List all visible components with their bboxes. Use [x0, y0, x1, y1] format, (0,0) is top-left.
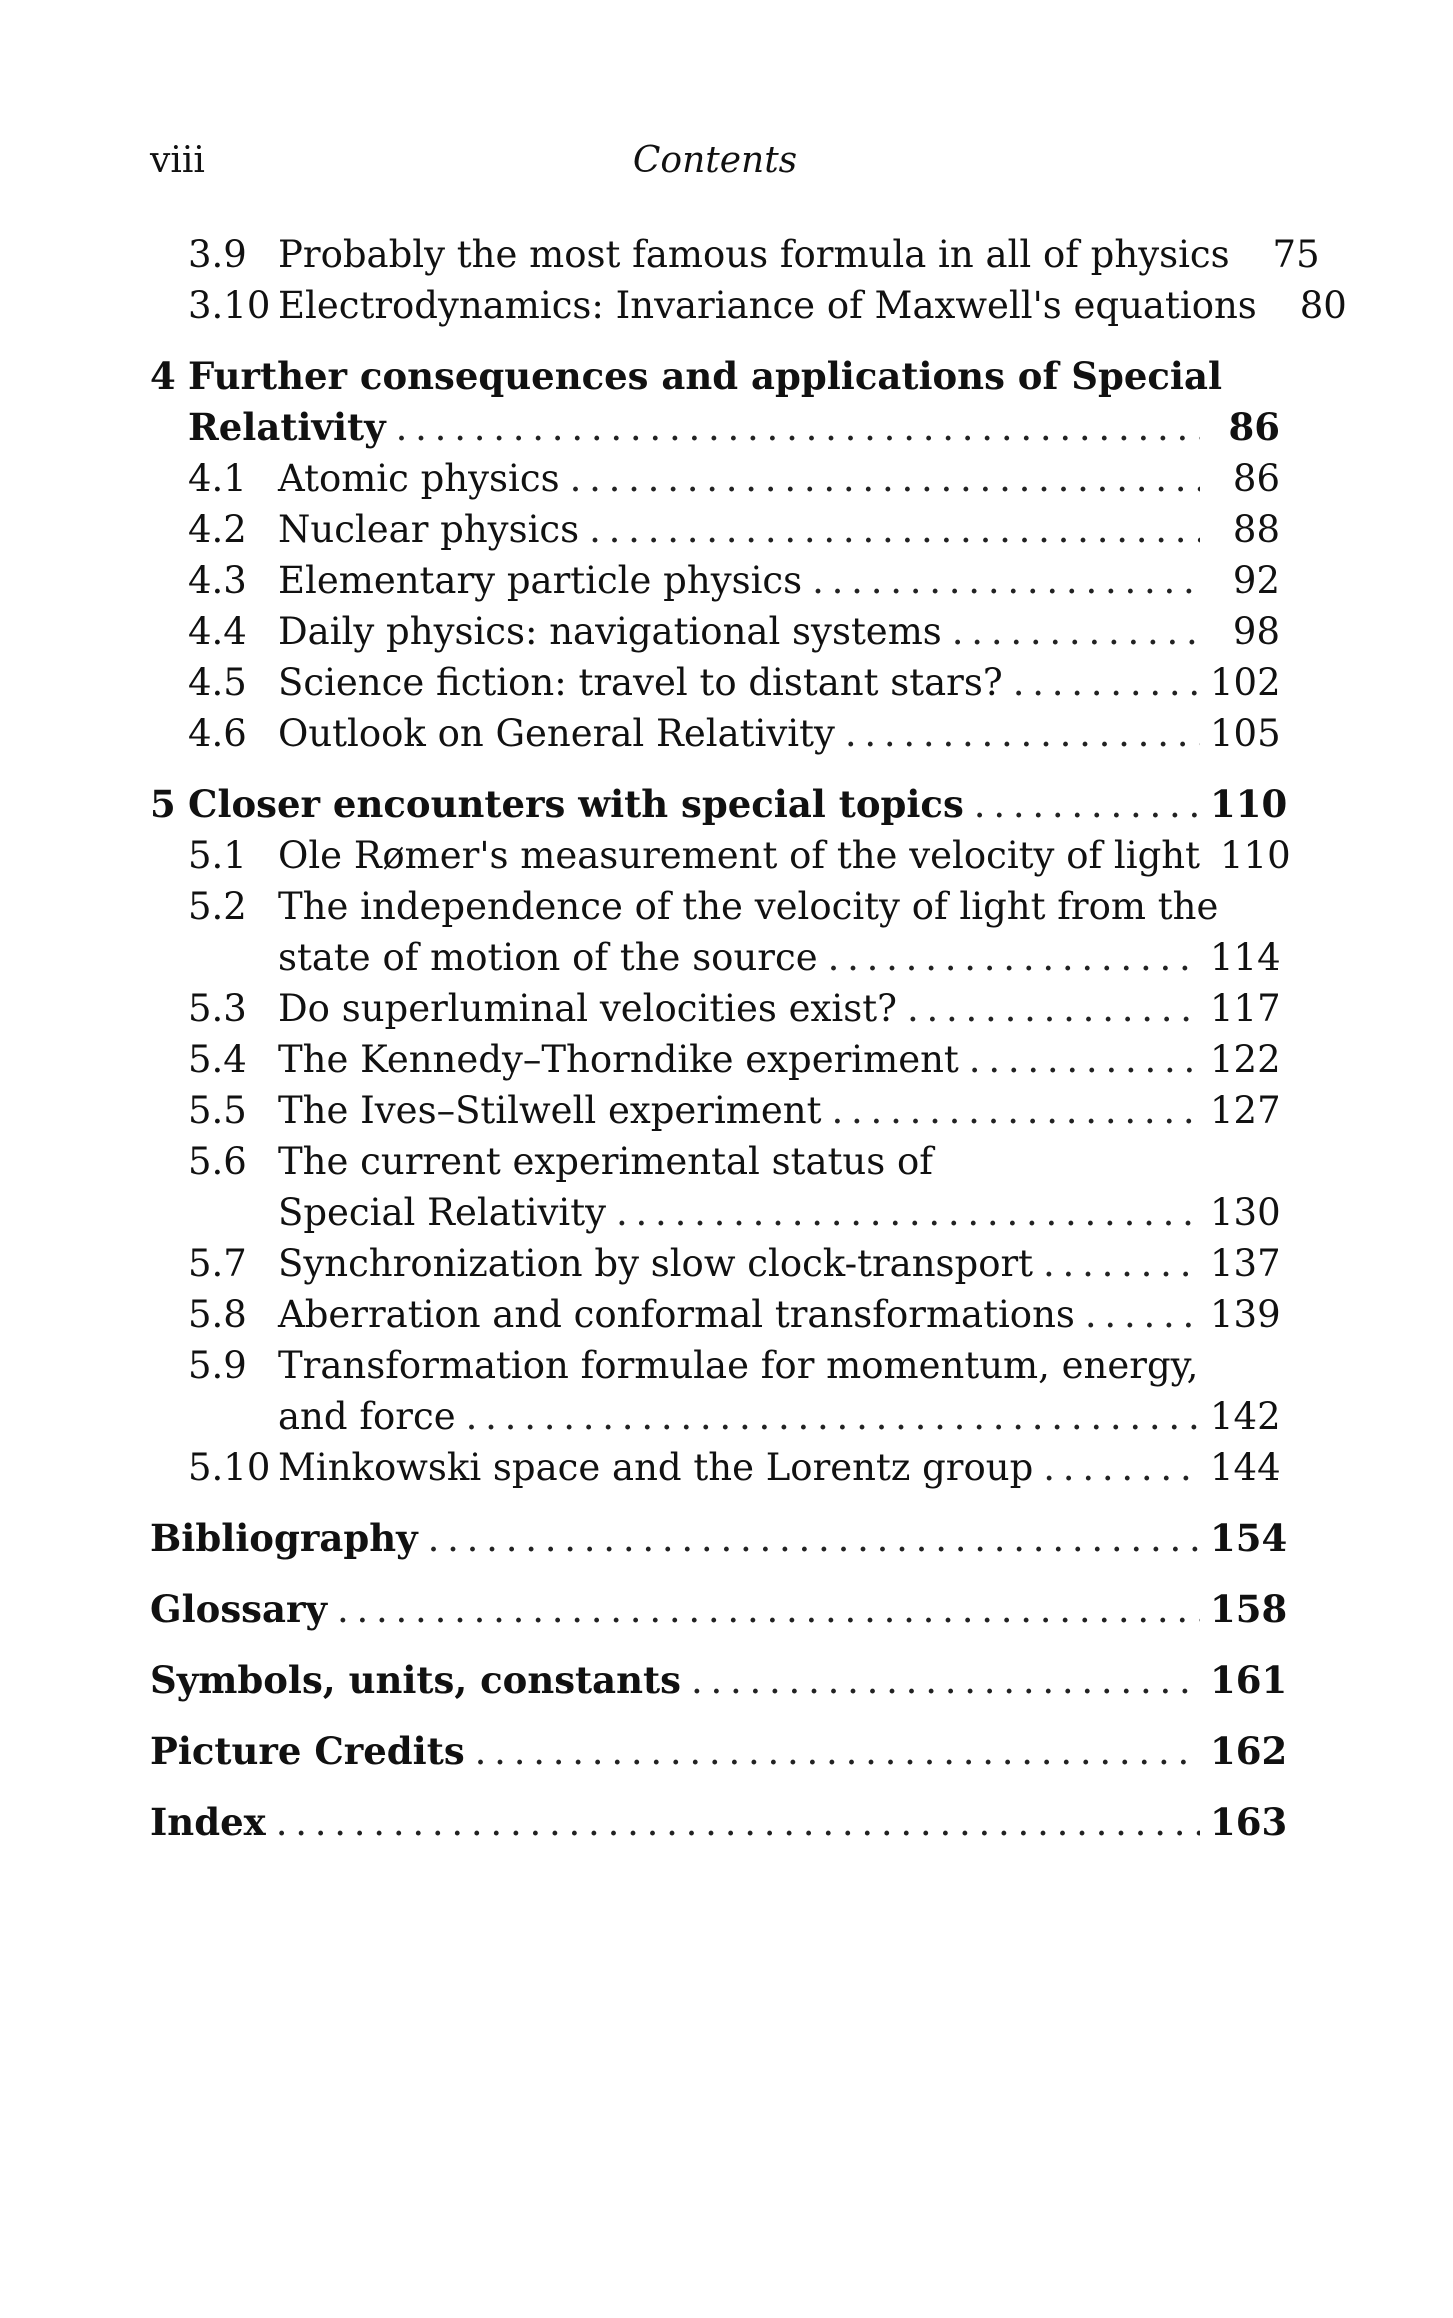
section-number: 4.6 — [188, 712, 247, 755]
toc-entry — [150, 1187, 1280, 1238]
section-title: Transformation formulae for momentum, energy, — [278, 1344, 1199, 1387]
dot-leader — [1085, 1289, 1200, 1340]
backmatter-title: Picture Credits — [150, 1729, 465, 1773]
dot-leader — [691, 1655, 1200, 1706]
toc-entry — [150, 1797, 1288, 1848]
chapter-title: Closer encounters with special topics — [188, 782, 964, 826]
toc-entry — [150, 1584, 1288, 1635]
page-number: 158 — [1210, 1587, 1288, 1631]
dot-leader — [589, 504, 1200, 555]
section-number: 5.7 — [188, 1242, 247, 1285]
section-number: 4.4 — [188, 610, 247, 653]
toc-entry — [150, 881, 1280, 932]
page-number: 86 — [1228, 405, 1280, 449]
section-number: 4.5 — [188, 661, 247, 704]
section-title: The independence of the velocity of light from the — [278, 885, 1219, 928]
section-title: Electrodynamics: Invariance of Maxwell's equations — [278, 284, 1257, 327]
page-number: 137 — [1210, 1242, 1281, 1285]
section-title: Nuclear physics — [278, 508, 580, 551]
page-number: 110 — [1210, 782, 1288, 826]
dot-leader — [475, 1726, 1200, 1777]
section-title-continued: and force — [278, 1395, 456, 1438]
section-title: The Kennedy–Thorndike experiment — [278, 1038, 959, 1081]
toc-entry — [150, 1391, 1280, 1442]
page-number: 86 — [1232, 457, 1280, 500]
page-number: 92 — [1232, 559, 1280, 602]
section-number: 5.3 — [188, 987, 247, 1030]
section-number: 5.10 — [188, 1446, 271, 1489]
chapter-number: 5 — [150, 782, 176, 826]
toc-entry — [150, 402, 1280, 453]
dot-leader — [337, 1584, 1200, 1635]
page-number: 130 — [1210, 1191, 1281, 1234]
section-title: Science fiction: travel to distant stars? — [278, 661, 1003, 704]
section-number: 4.3 — [188, 559, 247, 602]
page-number: 163 — [1210, 1800, 1288, 1844]
backmatter-title: Bibliography — [150, 1516, 418, 1560]
toc-entry — [150, 830, 1291, 881]
section-title: Probably the most famous formula in all of physics — [278, 233, 1230, 276]
section-number: 5.2 — [188, 885, 247, 928]
section-title: Atomic physics — [278, 457, 560, 500]
page-number: 98 — [1232, 610, 1280, 653]
section-number: 5.8 — [188, 1293, 247, 1336]
chapter-number: 4 — [150, 354, 176, 398]
toc-entry — [150, 1034, 1280, 1085]
section-title: Ole Rømer's measurement of the velocity of light — [278, 834, 1200, 877]
toc-entry — [150, 1513, 1288, 1564]
dot-leader — [907, 983, 1200, 1034]
toc-entry — [150, 1085, 1280, 1136]
page-number: 144 — [1210, 1446, 1281, 1489]
section-number: 4.1 — [188, 457, 247, 500]
section-title: Aberration and conformal transformations — [278, 1293, 1075, 1336]
chapter-title-continued: Relativity — [188, 405, 386, 449]
page-number: 154 — [1210, 1516, 1288, 1560]
dot-leader — [974, 779, 1200, 830]
section-title: Outlook on General Relativity — [278, 712, 835, 755]
toc-entry — [150, 555, 1280, 606]
dot-leader — [812, 555, 1200, 606]
section-title: Elementary particle physics — [278, 559, 803, 602]
section-title: Daily physics: navigational systems — [278, 610, 942, 653]
dot-leader — [396, 402, 1200, 453]
toc-entry — [150, 504, 1280, 555]
page-number: 114 — [1210, 936, 1281, 979]
section-number: 5.9 — [188, 1344, 247, 1387]
toc-entry — [150, 1238, 1280, 1289]
section-title-continued: state of motion of the source — [278, 936, 818, 979]
section-number: 5.1 — [188, 834, 247, 877]
section-title: Do superluminal velocities exist? — [278, 987, 897, 1030]
toc-entry — [150, 229, 1320, 280]
section-title: The current experimental status of — [278, 1140, 933, 1183]
page-number: 127 — [1210, 1089, 1281, 1132]
page-number: 139 — [1210, 1293, 1281, 1336]
section-number: 5.4 — [188, 1038, 247, 1081]
toc-entry — [150, 932, 1280, 983]
chapter-title: Further consequences and applications of Special — [188, 354, 1223, 398]
section-title: The Ives–Stilwell experiment — [278, 1089, 822, 1132]
page-number: 80 — [1299, 284, 1347, 327]
toc-entry — [150, 983, 1280, 1034]
section-title-continued: Special Relativity — [278, 1191, 606, 1234]
page-number: 142 — [1210, 1395, 1281, 1438]
table-of-contents — [150, 229, 1347, 1848]
toc-entry — [150, 1726, 1288, 1777]
dot-leader — [828, 932, 1200, 983]
page-number: 102 — [1210, 661, 1281, 704]
toc-entry — [150, 657, 1280, 708]
page-number: 75 — [1272, 233, 1320, 276]
toc-entry — [150, 280, 1347, 331]
toc-entry — [150, 453, 1280, 504]
backmatter-title: Symbols, units, constants — [150, 1658, 681, 1702]
section-number: 3.10 — [188, 284, 271, 327]
section-number: 5.5 — [188, 1089, 247, 1132]
dot-leader — [969, 1034, 1200, 1085]
section-title: Minkowski space and the Lorentz group — [278, 1446, 1034, 1489]
running-title: Contents — [632, 140, 798, 181]
toc-entry — [150, 779, 1288, 830]
page-number: 110 — [1219, 834, 1291, 877]
toc-entry — [150, 1442, 1280, 1493]
page-number: 88 — [1232, 508, 1280, 551]
backmatter-title: Index — [150, 1800, 266, 1844]
dot-leader — [832, 1085, 1201, 1136]
dot-leader — [1043, 1442, 1200, 1493]
toc-entry — [150, 1655, 1288, 1706]
toc-entry — [150, 1136, 1280, 1187]
toc-entry — [150, 351, 1280, 402]
running-head — [150, 140, 1280, 200]
section-number: 5.6 — [188, 1140, 247, 1183]
toc-entry — [150, 708, 1280, 759]
page-number: 117 — [1210, 987, 1281, 1030]
dot-leader — [428, 1513, 1200, 1564]
toc-entry — [150, 1340, 1280, 1391]
dot-leader — [1013, 657, 1200, 708]
backmatter-title: Glossary — [150, 1587, 327, 1631]
dot-leader — [276, 1797, 1200, 1848]
dot-leader — [570, 453, 1200, 504]
dot-leader — [1043, 1238, 1200, 1289]
section-title: Synchronization by slow clock-transport — [278, 1242, 1034, 1285]
dot-leader — [845, 708, 1200, 759]
page-number: 105 — [1210, 712, 1281, 755]
page-number: 122 — [1210, 1038, 1281, 1081]
page-number: 161 — [1210, 1658, 1288, 1702]
dot-leader — [466, 1391, 1200, 1442]
section-number: 3.9 — [188, 233, 247, 276]
toc-entry — [150, 606, 1280, 657]
section-number: 4.2 — [188, 508, 247, 551]
dot-leader — [616, 1187, 1200, 1238]
page-folio: viii — [150, 140, 205, 181]
dot-leader — [952, 606, 1200, 657]
toc-entry — [150, 1289, 1280, 1340]
page-number: 162 — [1210, 1729, 1288, 1773]
